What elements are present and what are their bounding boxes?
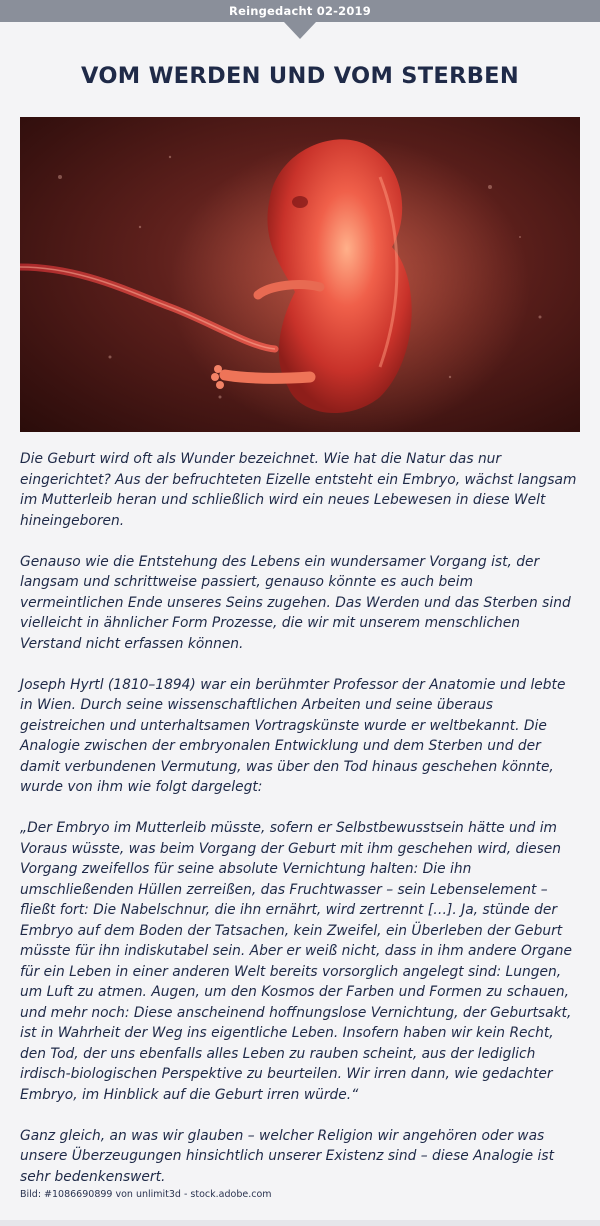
article-quote: „Der Embryo im Mutterleib müsste, sofern er Selbstbewusstsein hätte und im Voraus wüsste, was beim Vorgang der Geburt mit ihm geschehen wird, diesen Vorgang zweifellos für seine absolute Vernichtung halten: Die ihn umschließenden Hüllen zerreißen, das Fruchtwasser – sein Lebenselement – fließt fort: Die Nabelschnur, die ihn ernährt, wird zertrennt […]. Ja, stünde der Embryo auf dem Boden der Tatsachen, kein Zweifel, ein Überleben der Geburt müsste für ihn indiskutabel sein. Aber er weiß nicht, dass in ihm andere Organe für ein Leben in einer anderen Welt bereits vorsorglich angelegt sind: Lungen, um Luft zu atmen. Augen, um den Kosmos der Farben und Formen zu schauen, und mehr noch: Diese anscheinend hoffnungslose Vernichtung, der Geburtsakt, ist in Wahrheit der Weg ins eigentliche Leben. Insofern haben wir kein Recht, den Tod, der uns ebenfalls alles Leben zu rauben scheint, aus der lediglich irdisch-biologischen Perspektive zu beurteilen. Wir irren dann, wie gedachter Embryo, im Hinblick auf die Geburt irren würde.“ [20,820,573,1103]
embryo-illustration [20,117,580,432]
image-credit: Bild: #1086690899 von unlimit3d - stock.adobe.com [20,1189,272,1200]
article-paragraph: Genauso wie die Entstehung des Lebens ein wundersamer Vorgang ist, der langsam und schrittweise passiert, genauso könnte es auch beim vermeintlichen Ende unseres Seins zugehen. Das Werden und das Sterben sind vielleicht in ähnlicher Form Prozesse, die wir mit unserem menschlichen Verstand nicht erfassen können. [20,553,571,652]
footer-divider [0,1220,600,1226]
article-body [20,449,580,1208]
banner-notch [284,22,316,39]
issue-banner [0,0,600,22]
article-paragraph: Ganz gleich, an was wir glauben – welcher Religion wir angehören oder was unsere Überzeugungen hinsichtlich unserer Existenz sind – diese Analogie ist sehr bedenkenswert. [20,1127,554,1185]
article-paragraph: Die Geburt wird oft als Wunder bezeichnet. Wie hat die Natur das nur eingerichtet? Aus der befruchteten Eizelle entsteht ein Embryo, wächst langsam im Mutterleib heran und schließlich wird ein neues Lebewesen in diese Welt hineingeboren. [20,451,577,529]
hero-image [20,117,580,432]
page-title: VOM WERDEN UND VOM STERBEN [81,63,519,89]
article-paragraph: Joseph Hyrtl (1810–1894) war ein berühmter Professor der Anatomie und lebte in Wien. Durch seine wissenschaftlichen Arbeiten und seine überaus geistreichen und unterhaltsamen Vortragskünste wurde er weltbekannt. Die Analogie zwischen der embryonalen Entwicklung und dem Sterben und der damit verbundenen Vermutung, was über den Tod hinaus geschehen könnte, wurde von ihm wie folgt dargelegt: [20,676,566,795]
issue-label: Reingedacht 02-2019 [229,4,371,18]
